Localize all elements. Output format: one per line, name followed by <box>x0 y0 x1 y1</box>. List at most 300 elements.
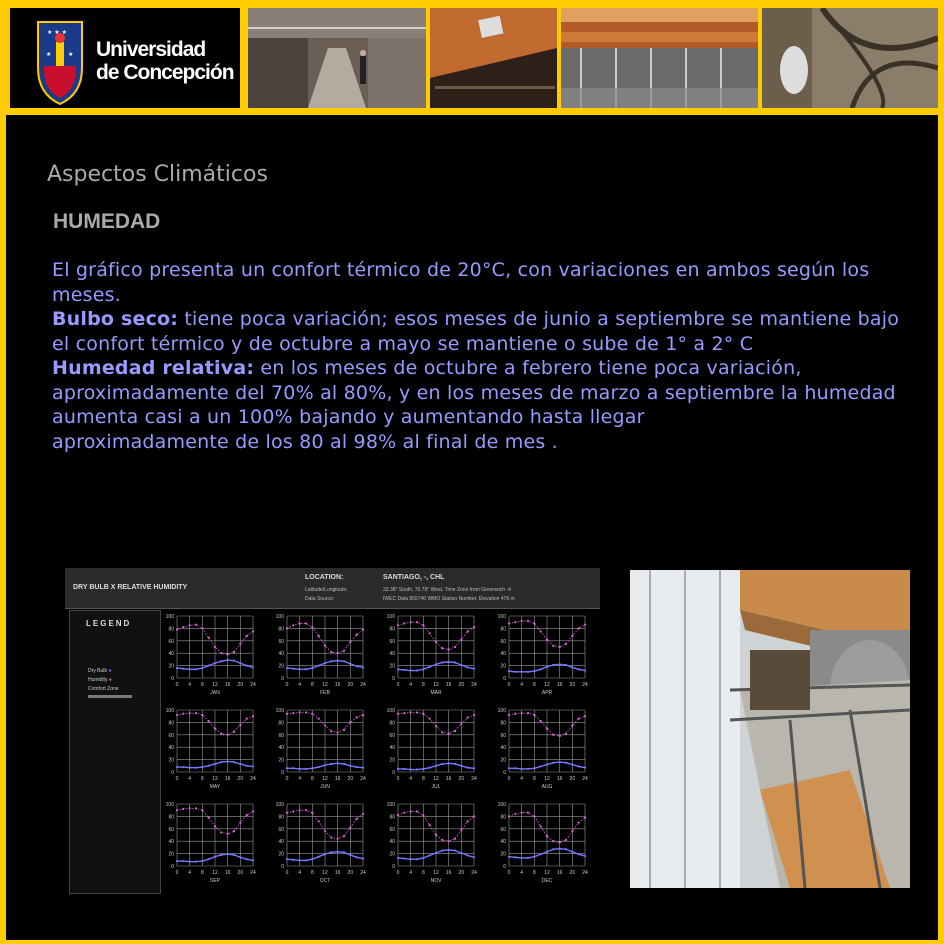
data-point-humidity <box>214 825 216 827</box>
month-label: DEC <box>541 878 553 884</box>
data-point-humidity <box>397 624 399 626</box>
x-tick-label: 8 <box>532 776 536 782</box>
data-point-dry-bulb <box>565 664 567 666</box>
x-tick-label: 20 <box>347 776 354 782</box>
data-point-dry-bulb <box>514 856 516 858</box>
y-tick-label: 100 <box>275 802 284 808</box>
month-label: JUN <box>320 784 330 790</box>
data-point-humidity <box>467 716 469 718</box>
x-tick-label: 4 <box>188 870 192 876</box>
data-point-humidity <box>362 629 364 631</box>
bulbo-label: Bulbo seco: <box>52 308 179 330</box>
data-point-dry-bulb <box>182 860 184 862</box>
data-point-dry-bulb <box>286 667 288 669</box>
y-tick-label: 40 <box>389 651 395 658</box>
data-point-humidity <box>227 734 229 736</box>
data-point-humidity <box>349 641 351 643</box>
data-point-dry-bulb <box>448 661 450 663</box>
data-point-dry-bulb <box>337 660 339 662</box>
x-tick-label: 0 <box>175 682 179 688</box>
data-point-humidity <box>521 712 523 714</box>
data-point-dry-bulb <box>467 767 469 769</box>
data-point-humidity <box>460 723 462 725</box>
y-tick-label: 60 <box>278 732 284 739</box>
data-point-humidity <box>527 812 529 814</box>
x-tick-label: 8 <box>310 682 314 688</box>
y-tick-label: 100 <box>497 802 506 808</box>
data-point-dry-bulb <box>305 668 307 670</box>
y-tick-label: 80 <box>389 814 395 821</box>
data-point-humidity <box>311 812 313 814</box>
y-tick-label: 100 <box>386 614 395 620</box>
data-point-humidity <box>176 714 178 716</box>
data-point-dry-bulb <box>349 854 351 856</box>
y-tick-label: 100 <box>497 614 506 620</box>
data-point-humidity <box>362 714 364 716</box>
x-tick-label: 16 <box>334 776 341 782</box>
y-tick-label: 60 <box>389 638 395 645</box>
data-point-dry-bulb <box>299 859 301 861</box>
y-tick-label: 40 <box>168 745 174 752</box>
data-point-humidity <box>416 621 418 623</box>
data-point-dry-bulb <box>441 763 443 765</box>
source-label: Data Source: <box>305 596 335 602</box>
x-tick-label: 24 <box>582 776 588 782</box>
month-label: JAN <box>210 690 220 696</box>
x-tick-label: 24 <box>360 776 366 782</box>
x-tick-label: 16 <box>334 682 341 688</box>
x-tick-label: 4 <box>409 682 413 688</box>
data-point-dry-bulb <box>176 766 178 768</box>
x-tick-label: 24 <box>250 776 256 782</box>
data-point-humidity <box>559 841 561 843</box>
data-point-dry-bulb <box>403 669 405 671</box>
data-point-humidity <box>239 643 241 645</box>
data-point-dry-bulb <box>559 663 561 665</box>
data-point-dry-bulb <box>318 766 320 768</box>
data-point-humidity <box>189 807 191 809</box>
data-point-humidity <box>552 734 554 736</box>
data-point-dry-bulb <box>403 857 405 859</box>
y-tick-label: 20 <box>389 663 395 670</box>
x-tick-label: 20 <box>237 870 244 876</box>
x-tick-label: 0 <box>285 682 289 688</box>
data-point-dry-bulb <box>176 667 178 669</box>
data-point-humidity <box>189 624 191 626</box>
data-point-dry-bulb <box>454 763 456 765</box>
data-point-humidity <box>286 713 288 715</box>
y-tick-label: 40 <box>389 839 395 846</box>
data-point-humidity <box>292 810 294 812</box>
data-point-humidity <box>227 653 229 655</box>
data-point-humidity <box>540 825 542 827</box>
x-tick-label: 12 <box>212 682 218 688</box>
data-point-humidity <box>578 627 580 629</box>
x-tick-label: 8 <box>310 870 314 876</box>
y-tick-label: 0 <box>392 864 395 870</box>
data-point-dry-bulb <box>578 668 580 670</box>
data-point-dry-bulb <box>540 853 542 855</box>
data-point-dry-bulb <box>578 853 580 855</box>
y-tick-label: 80 <box>278 720 284 727</box>
x-tick-label: 8 <box>200 776 204 782</box>
data-point-dry-bulb <box>552 848 554 850</box>
x-tick-label: 20 <box>458 870 465 876</box>
svg-text:★ ★ ★: ★ ★ ★ <box>47 29 67 36</box>
data-point-humidity <box>324 830 326 832</box>
y-tick-label: 80 <box>500 814 506 821</box>
data-point-dry-bulb <box>208 765 210 767</box>
x-tick-label: 0 <box>396 776 400 782</box>
y-tick-label: 40 <box>278 839 284 846</box>
data-point-humidity <box>571 830 573 832</box>
data-point-humidity <box>305 711 307 713</box>
data-point-humidity <box>356 716 358 718</box>
data-point-dry-bulb <box>299 768 301 770</box>
data-point-dry-bulb <box>227 853 229 855</box>
data-point-dry-bulb <box>311 667 313 669</box>
data-point-humidity <box>220 732 222 734</box>
y-tick-label: 100 <box>165 614 174 620</box>
x-tick-label: 4 <box>298 870 302 876</box>
svg-text:★: ★ <box>46 51 52 58</box>
data-point-humidity <box>318 718 320 720</box>
x-tick-label: 4 <box>298 776 302 782</box>
y-tick-label: 80 <box>278 626 284 633</box>
x-tick-label: 0 <box>175 870 179 876</box>
data-point-humidity <box>252 715 254 717</box>
legend-title: LEGEND <box>86 619 132 628</box>
data-point-dry-bulb <box>201 766 203 768</box>
data-point-humidity <box>292 624 294 626</box>
humedad-text: en los meses de octubre a febrero tiene poca variación, aproximadamente del 70% al 80%, y en los meses de marzo a septiembre la humedad aumenta casi a un 100% bajando y aumentando hasta llegar <box>52 357 896 428</box>
data-point-dry-bulb <box>448 762 450 764</box>
month-label: OCT <box>319 878 331 884</box>
data-point-humidity <box>416 810 418 812</box>
data-point-humidity <box>403 712 405 714</box>
data-point-humidity <box>552 840 554 842</box>
data-point-humidity <box>286 627 288 629</box>
x-tick-label: 16 <box>224 870 231 876</box>
x-tick-label: 16 <box>556 776 563 782</box>
data-point-dry-bulb <box>429 767 431 769</box>
data-point-humidity <box>410 711 412 713</box>
data-point-dry-bulb <box>533 670 535 672</box>
data-point-humidity <box>527 620 529 622</box>
data-point-dry-bulb <box>362 857 364 859</box>
data-point-humidity <box>448 648 450 650</box>
data-point-dry-bulb <box>195 668 197 670</box>
data-point-dry-bulb <box>533 856 535 858</box>
data-point-humidity <box>540 720 542 722</box>
x-tick-label: 4 <box>409 776 413 782</box>
data-point-dry-bulb <box>330 851 332 853</box>
x-tick-label: 20 <box>569 776 576 782</box>
data-point-dry-bulb <box>220 854 222 856</box>
data-point-humidity <box>552 645 554 647</box>
dry-bulb-humidity-chart <box>65 568 600 895</box>
data-point-humidity <box>299 711 301 713</box>
data-point-dry-bulb <box>246 858 248 860</box>
data-point-humidity <box>441 647 443 649</box>
y-tick-label: 60 <box>278 638 284 645</box>
data-point-humidity <box>343 835 345 837</box>
data-point-dry-bulb <box>397 668 399 670</box>
y-tick-label: 100 <box>386 708 395 714</box>
data-point-dry-bulb <box>533 767 535 769</box>
data-point-dry-bulb <box>239 856 241 858</box>
university-logo-box <box>10 8 240 108</box>
data-point-humidity <box>176 809 178 811</box>
data-point-humidity <box>559 735 561 737</box>
data-point-humidity <box>454 646 456 648</box>
data-point-dry-bulb <box>252 765 254 767</box>
y-tick-label: 20 <box>389 757 395 764</box>
data-point-humidity <box>559 646 561 648</box>
x-tick-label: 0 <box>175 776 179 782</box>
data-point-humidity <box>318 635 320 637</box>
data-point-dry-bulb <box>448 849 450 851</box>
x-tick-label: 4 <box>298 682 302 688</box>
y-tick-label: 20 <box>389 851 395 858</box>
y-tick-label: 0 <box>171 676 174 682</box>
data-point-humidity <box>182 713 184 715</box>
data-point-dry-bulb <box>189 668 191 670</box>
data-point-dry-bulb <box>435 765 437 767</box>
data-point-dry-bulb <box>546 666 548 668</box>
x-tick-label: 4 <box>188 682 192 688</box>
data-point-dry-bulb <box>343 660 345 662</box>
data-point-humidity <box>239 724 241 726</box>
x-tick-label: 20 <box>569 682 576 688</box>
data-point-dry-bulb <box>429 666 431 668</box>
data-point-dry-bulb <box>292 767 294 769</box>
data-point-dry-bulb <box>318 665 320 667</box>
data-point-dry-bulb <box>337 851 339 853</box>
latlong-value: 33.38° South, 70.78° West, Time Zone from Greenwich -4 <box>383 587 511 593</box>
closing-text: aproximadamente de los 80 al 98% al final de mes . <box>52 430 558 453</box>
data-point-humidity <box>299 622 301 624</box>
data-point-humidity <box>422 624 424 626</box>
data-point-humidity <box>514 621 516 623</box>
data-point-humidity <box>299 809 301 811</box>
x-tick-label: 0 <box>285 870 289 876</box>
data-point-dry-bulb <box>233 854 235 856</box>
data-point-dry-bulb <box>527 857 529 859</box>
x-tick-label: 24 <box>471 870 477 876</box>
data-point-humidity <box>356 634 358 636</box>
x-tick-label: 20 <box>237 776 244 782</box>
y-tick-label: 80 <box>168 626 174 633</box>
y-tick-label: 20 <box>278 757 284 764</box>
data-point-humidity <box>473 815 475 817</box>
data-point-dry-bulb <box>201 667 203 669</box>
data-point-dry-bulb <box>292 859 294 861</box>
data-point-humidity <box>195 807 197 809</box>
data-point-humidity <box>220 831 222 833</box>
data-point-humidity <box>546 638 548 640</box>
data-point-humidity <box>403 812 405 814</box>
data-point-dry-bulb <box>318 856 320 858</box>
x-tick-label: 8 <box>310 776 314 782</box>
month-label: JUL <box>431 784 441 790</box>
y-tick-label: 0 <box>392 676 395 682</box>
data-point-humidity <box>429 718 431 720</box>
data-point-dry-bulb <box>410 669 412 671</box>
data-point-humidity <box>448 732 450 734</box>
x-tick-label: 8 <box>532 682 536 688</box>
data-point-dry-bulb <box>214 763 216 765</box>
y-tick-label: 40 <box>500 839 506 846</box>
month-label: AUG <box>541 784 553 790</box>
data-point-dry-bulb <box>227 760 229 762</box>
x-tick-label: 12 <box>322 682 328 688</box>
y-tick-label: 0 <box>281 770 284 776</box>
data-point-dry-bulb <box>473 856 475 858</box>
data-point-dry-bulb <box>552 762 554 764</box>
y-tick-label: 60 <box>389 732 395 739</box>
x-tick-label: 24 <box>582 870 588 876</box>
data-point-humidity <box>397 713 399 715</box>
y-tick-label: 20 <box>168 851 174 858</box>
data-point-humidity <box>252 630 254 632</box>
data-point-humidity <box>429 632 431 634</box>
data-point-humidity <box>448 840 450 842</box>
logo-line2: de Concepción <box>96 61 234 84</box>
x-tick-label: 12 <box>544 870 550 876</box>
data-point-humidity <box>435 834 437 836</box>
x-tick-label: 8 <box>200 870 204 876</box>
data-point-dry-bulb <box>356 856 358 858</box>
y-tick-label: 100 <box>497 708 506 714</box>
humedad-label: Humedad relativa: <box>52 357 255 379</box>
data-point-dry-bulb <box>220 761 222 763</box>
data-point-humidity <box>233 651 235 653</box>
data-point-dry-bulb <box>467 666 469 668</box>
y-tick-label: 40 <box>500 651 506 658</box>
data-point-dry-bulb <box>416 858 418 860</box>
x-tick-label: 4 <box>520 776 524 782</box>
logo-line1: Universidad <box>96 38 206 61</box>
legend-item-dry-bulb: Dry Bulb ● <box>88 668 112 674</box>
data-point-humidity <box>311 713 313 715</box>
data-point-humidity <box>195 712 197 714</box>
data-point-humidity <box>311 626 313 628</box>
data-point-dry-bulb <box>239 662 241 664</box>
data-point-humidity <box>292 712 294 714</box>
section-heading: HUMEDAD <box>53 210 161 233</box>
data-point-dry-bulb <box>559 848 561 850</box>
y-tick-label: 0 <box>503 676 506 682</box>
section-subtitle: Aspectos Climáticos <box>47 162 268 187</box>
x-tick-label: 8 <box>421 870 425 876</box>
y-tick-label: 80 <box>278 814 284 821</box>
data-point-humidity <box>584 817 586 819</box>
data-point-dry-bulb <box>454 849 456 851</box>
data-point-dry-bulb <box>233 761 235 763</box>
data-point-humidity <box>578 718 580 720</box>
data-point-dry-bulb <box>246 665 248 667</box>
y-tick-label: 40 <box>168 651 174 658</box>
x-tick-label: 0 <box>507 870 511 876</box>
y-tick-label: 100 <box>275 708 284 714</box>
x-tick-label: 8 <box>200 682 204 688</box>
data-point-humidity <box>533 714 535 716</box>
data-point-dry-bulb <box>435 663 437 665</box>
location-label: LOCATION: <box>305 574 344 581</box>
data-point-humidity <box>416 711 418 713</box>
data-point-dry-bulb <box>189 861 191 863</box>
data-point-humidity <box>330 730 332 732</box>
data-point-humidity <box>208 720 210 722</box>
data-point-dry-bulb <box>324 764 326 766</box>
x-tick-label: 24 <box>471 682 477 688</box>
data-point-humidity <box>356 818 358 820</box>
x-tick-label: 20 <box>458 776 465 782</box>
y-tick-label: 20 <box>168 757 174 764</box>
data-point-humidity <box>201 714 203 716</box>
x-tick-label: 12 <box>433 776 439 782</box>
data-point-dry-bulb <box>182 766 184 768</box>
x-tick-label: 4 <box>188 776 192 782</box>
data-point-dry-bulb <box>546 763 548 765</box>
data-point-dry-bulb <box>422 768 424 770</box>
x-tick-label: 24 <box>360 682 366 688</box>
chart-plot-area <box>65 568 600 895</box>
data-point-humidity <box>422 814 424 816</box>
y-tick-label: 60 <box>168 732 174 739</box>
x-tick-label: 24 <box>250 870 256 876</box>
data-point-humidity <box>208 817 210 819</box>
y-tick-label: 60 <box>389 826 395 833</box>
x-tick-label: 24 <box>471 776 477 782</box>
data-point-humidity <box>467 630 469 632</box>
x-tick-label: 20 <box>237 682 244 688</box>
data-point-humidity <box>533 815 535 817</box>
x-tick-label: 16 <box>445 776 452 782</box>
data-point-dry-bulb <box>220 660 222 662</box>
x-tick-label: 16 <box>334 870 341 876</box>
header-photo-wood-ceiling <box>430 8 557 108</box>
month-label: SEP <box>209 878 221 884</box>
data-point-humidity <box>330 651 332 653</box>
data-point-dry-bulb <box>195 767 197 769</box>
data-point-dry-bulb <box>324 853 326 855</box>
data-point-dry-bulb <box>201 860 203 862</box>
data-point-dry-bulb <box>410 858 412 860</box>
data-point-humidity <box>410 621 412 623</box>
data-point-humidity <box>182 626 184 628</box>
x-tick-label: 16 <box>445 682 452 688</box>
data-point-dry-bulb <box>305 859 307 861</box>
data-point-humidity <box>239 822 241 824</box>
data-point-humidity <box>441 731 443 733</box>
data-point-dry-bulb <box>189 767 191 769</box>
y-tick-label: 20 <box>278 663 284 670</box>
data-point-dry-bulb <box>429 854 431 856</box>
y-tick-label: 0 <box>503 770 506 776</box>
data-point-dry-bulb <box>571 666 573 668</box>
y-tick-label: 60 <box>500 638 506 645</box>
data-point-humidity <box>305 809 307 811</box>
data-point-dry-bulb <box>330 660 332 662</box>
data-point-humidity <box>584 715 586 717</box>
y-tick-label: 20 <box>500 757 506 764</box>
month-label: APR <box>541 690 553 696</box>
data-point-dry-bulb <box>305 768 307 770</box>
data-point-humidity <box>227 833 229 835</box>
data-point-humidity <box>422 713 424 715</box>
